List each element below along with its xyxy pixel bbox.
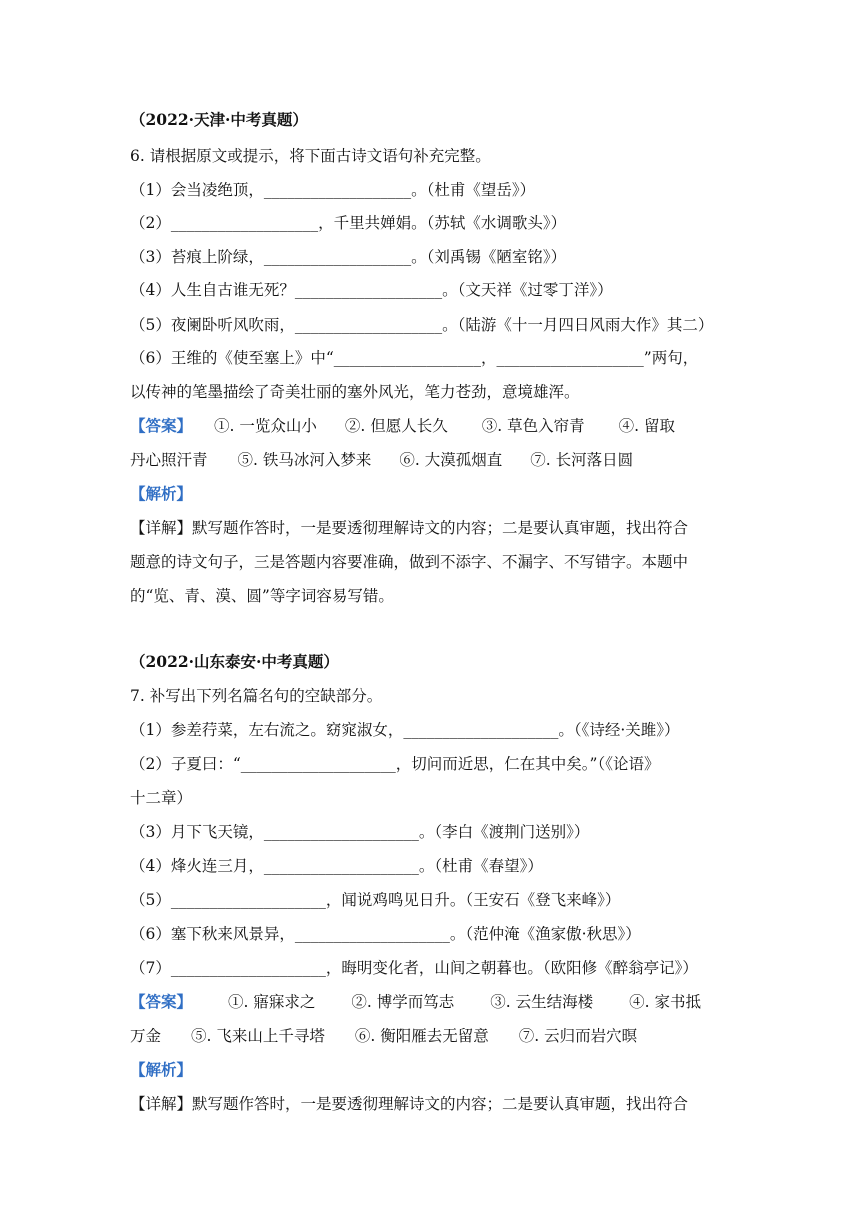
q7-detail-1: 【详解】默写题作答时，一是要透彻理解诗文的内容；二是要认真审题，找出符合 xyxy=(130,1095,689,1113)
q7-answer-1: ①. 寤寐求之 xyxy=(228,993,316,1011)
q6-answer-3: ③. 草色入帘青 xyxy=(481,417,585,435)
q6-answer-line-1 xyxy=(130,416,740,436)
q7-answer-2: ②. 博学而笃志 xyxy=(351,993,455,1011)
q6-item-2: （2）___________________，千里共婵娟。（苏轼《水调歌头》） xyxy=(130,214,567,232)
q6-answer-4-end: 丹心照汗青 xyxy=(130,451,208,469)
q7-item-2: （2）子夏曰：“____________________，切问而近思，仁在其中矣。”（《论语》 xyxy=(130,755,660,773)
q7-answer-line-1 xyxy=(130,992,740,1012)
q6-item-1: （1）会当凌绝顶，___________________。（杜甫《望岳》） xyxy=(130,181,536,199)
q7-item-2-cont: 十二章） xyxy=(130,789,193,807)
q6-item-6-cont: 以传神的笔墨描绘了奇美壮丽的塞外风光，笔力苍劲，意境雄浑。 xyxy=(130,383,580,401)
q7-source: （2022·山东泰安·中考真题） xyxy=(130,652,339,671)
q6-answer-5: ⑤. 铁马冰河入梦来 xyxy=(237,451,372,469)
q7-answer-4-end: 万金 xyxy=(130,1027,162,1045)
q7-item-5: （5）____________________，闻说鸡鸣见日升。（王安石《登飞来峰》） xyxy=(130,891,621,909)
q6-answer-4-start: ④. 留取 xyxy=(618,417,675,435)
q6-detail-1: 【详解】默写题作答时，一是要透彻理解诗文的内容；二是要认真审题，找出符合 xyxy=(130,519,689,537)
q7-item-1: （1）参差荇菜，左右流之。窈窕淑女，____________________。（《诗经·关雎》） xyxy=(130,721,680,739)
q6-detail-3: 的“览、青、漠、圆”等字词容易写错。 xyxy=(130,587,394,605)
q6-stem: 6. 请根据原文或提示，将下面古诗文语句补充完整。 xyxy=(130,147,491,165)
q7-answer-4-start: ④. 家书抵 xyxy=(629,993,701,1011)
q6-answer-6: ⑥. 大漠孤烟直 xyxy=(399,451,503,469)
q7-answer-5: ⑤. 飞来山上千寻塔 xyxy=(191,1027,325,1045)
q7-stem: 7. 补写出下列名篇名句的空缺部分。 xyxy=(130,687,383,705)
q6-answer-line-2 xyxy=(130,450,740,470)
q6-item-6: （6）王维的《使至塞上》中“___________________，___________________”两句， xyxy=(130,349,699,367)
q6-answer-2: ②. 但愿人长久 xyxy=(344,417,448,435)
q7-answer-7: ⑦. 云归而岩穴暝 xyxy=(518,1027,638,1045)
q7-item-7: （7）____________________，晦明变化者，山间之朝暮也。（欧阳修《醉翁亭记》） xyxy=(130,959,698,977)
q7-answer-3: ③. 云生结海楼 xyxy=(490,993,594,1011)
q6-item-5: （5）夜阑卧听风吹雨，___________________。（陆游《十一月四日风雨大作》其二） xyxy=(130,316,714,334)
q6-detail-2: 题意的诗文句子，三是答题内容要准确，做到不添字、不漏字、不写错字。本题中 xyxy=(130,553,689,571)
q7-answer-line-2 xyxy=(130,1026,740,1046)
q7-analysis-label: 【解析】 xyxy=(130,1060,193,1079)
q6-source: （2022·天津·中考真题） xyxy=(130,110,308,129)
q6-answer-label: 【答案】 xyxy=(130,416,193,435)
q7-answer-6: ⑥. 衡阳雁去无留意 xyxy=(354,1027,489,1045)
q6-item-3: （3）苔痕上阶绿，___________________。（刘禹锡《陋室铭》） xyxy=(130,248,567,266)
q6-analysis-label: 【解析】 xyxy=(130,484,193,503)
q6-answer-7: ⑦. 长河落日圆 xyxy=(530,451,634,469)
q6-item-4: （4）人生自古谁无死？___________________。（文天祥《过零丁洋》） xyxy=(130,281,613,299)
q6-answer-1: ①. 一览众山小 xyxy=(214,417,317,435)
q7-item-6: （6）塞下秋来风景异，____________________。（范仲淹《渔家傲·秋思》） xyxy=(130,925,641,943)
q7-answer-label: 【答案】 xyxy=(130,992,193,1011)
q7-item-3: （3）月下飞天镜，____________________。（李白《渡荆门送别》） xyxy=(130,823,590,841)
q7-item-4: （4）烽火连三月，____________________。（杜甫《春望》） xyxy=(130,857,543,875)
